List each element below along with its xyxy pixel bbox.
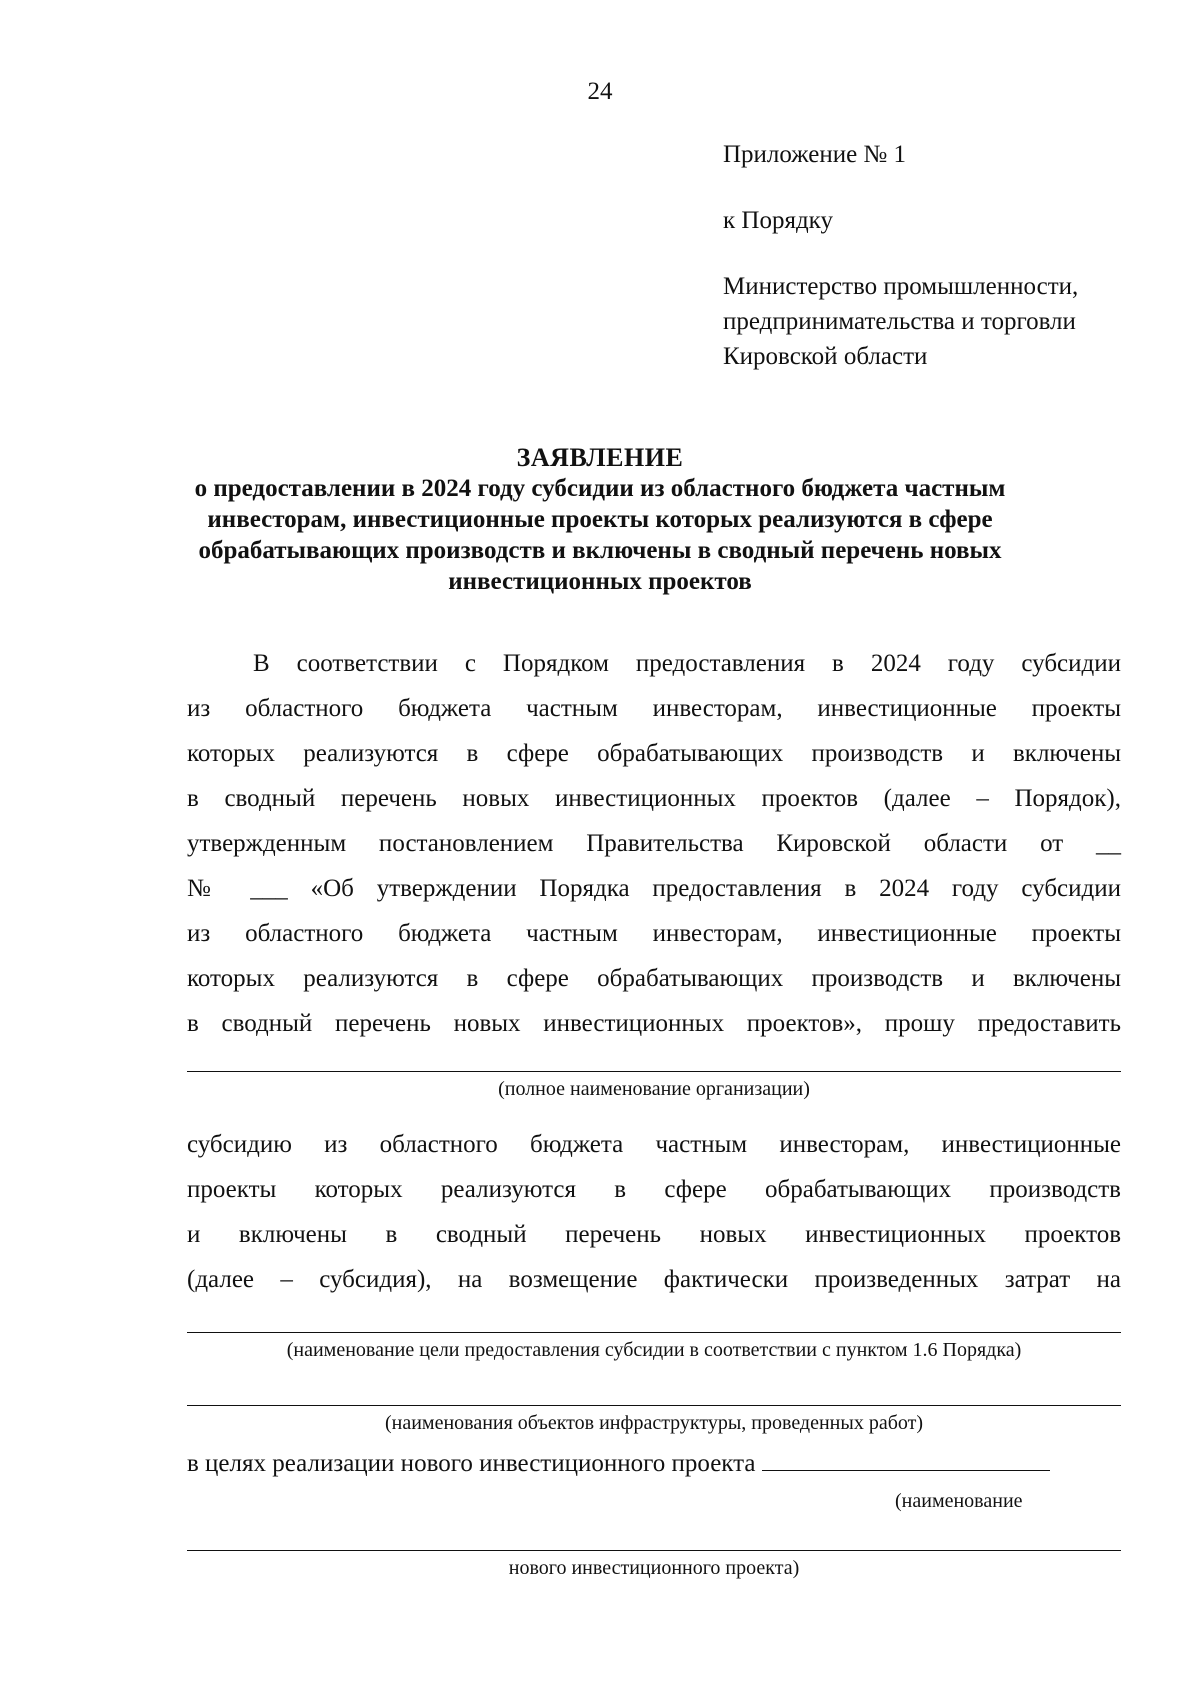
text-line: в сводный перечень новых инвестиционных проектов (далее – Порядок), <box>187 785 1121 812</box>
heading-line: инвестиционных проектов <box>448 568 752 595</box>
text-line: из областного бюджета частным инвесторам, инвестиционные проекты <box>187 920 1121 947</box>
text-line: (далее – субсидия), на возмещение фактически произведенных затрат на <box>187 1266 1121 1293</box>
appendix-addressee <box>723 269 1153 374</box>
text-line: № ___ «Об утверждении Порядка предоставления в 2024 году субсидии <box>187 875 1121 902</box>
project-name-blank <box>762 1444 1050 1471</box>
text-line: утвержденным постановлением Правительства Кировской области от __ <box>187 830 1121 857</box>
organization-fill-line <box>187 1071 1121 1072</box>
organization-caption: (полное наименование организации) <box>498 1078 810 1100</box>
goal-fill-line <box>187 1332 1121 1333</box>
page-number: 24 <box>587 78 613 105</box>
addressee-line: Кировской области <box>723 343 928 370</box>
text-line: из областного бюджета частным инвесторам, инвестиционные проекты <box>187 695 1121 722</box>
body-paragraph-2 <box>187 1122 1121 1302</box>
project-fill-line <box>187 1550 1121 1551</box>
heading-line: о предоставлении в 2024 году субсидии из областного бюджета частным <box>194 475 1006 502</box>
objects-fill-line <box>187 1405 1121 1406</box>
text-line: и включены в сводный перечень новых инвестиционных проектов <box>187 1221 1121 1248</box>
document-heading <box>150 442 1050 597</box>
body-paragraph-1 <box>187 641 1121 1046</box>
addressee-line: Министерство промышленности, <box>723 273 1079 300</box>
project-caption-part-2: нового инвестиционного проекта) <box>508 1557 800 1579</box>
addressee-line: предпринимательства и торговли <box>723 308 1076 335</box>
project-line-text: в целях реализации нового инвестиционного проекта <box>187 1450 756 1477</box>
project-line <box>187 1444 1121 1484</box>
text-line: проекты которых реализуются в сфере обрабатывающих производств <box>187 1176 1121 1203</box>
text-line: субсидию из областного бюджета частным инвесторам, инвестиционные <box>187 1131 1121 1158</box>
appendix-title: Приложение № 1 <box>723 141 907 168</box>
text-line: В соответствии с Порядком предоставления в 2024 году субсидии <box>253 650 1121 677</box>
heading-line: обрабатывающих производств и включены в сводный перечень новых <box>198 537 1002 564</box>
goal-caption: (наименование цели предоставления субсидии в соответствии с пунктом 1.6 Порядка) <box>286 1339 1022 1361</box>
document-title: ЗАЯВЛЕНИЕ <box>516 443 684 472</box>
text-line: которых реализуются в сфере обрабатывающих производств и включены <box>187 965 1121 992</box>
appendix-reference: к Порядку <box>723 207 833 234</box>
text-line: в сводный перечень новых инвестиционных проектов», прошу предоставить <box>187 1010 1121 1037</box>
objects-caption: (наименования объектов инфраструктуры, проведенных работ) <box>384 1412 924 1434</box>
heading-line: инвесторам, инвестиционные проекты которых реализуются в сфере <box>207 506 993 533</box>
text-line: которых реализуются в сфере обрабатывающих производств и включены <box>187 740 1121 767</box>
project-caption-part-1: (наименование <box>895 1490 1023 1512</box>
